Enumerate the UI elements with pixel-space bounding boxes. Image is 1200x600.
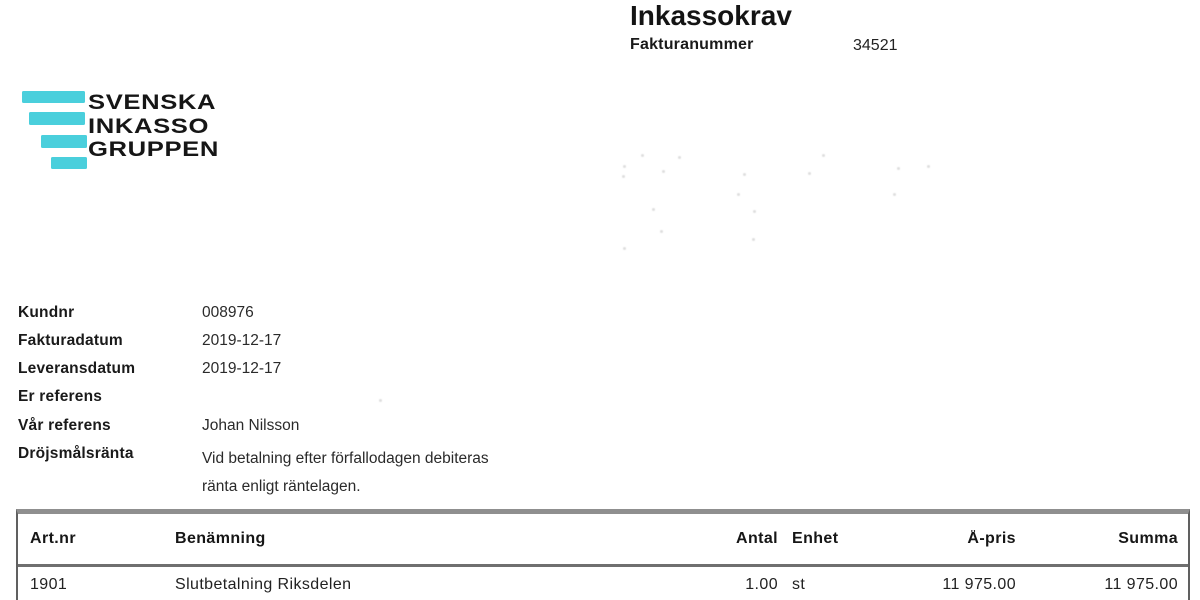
details-row	[18, 417, 299, 435]
logo-bar-icon	[51, 157, 87, 169]
details-row	[18, 445, 532, 502]
details-row	[18, 388, 202, 406]
details-label: Fakturadatum	[18, 332, 123, 349]
noise-speck	[897, 167, 900, 170]
invoice-number-label: Fakturanummer	[630, 36, 754, 53]
column-header-antal: Antal	[736, 530, 778, 547]
noise-speck	[753, 210, 756, 213]
details-label: Er referens	[18, 388, 103, 405]
details-label: Leveransdatum	[18, 360, 136, 377]
noise-speck	[623, 247, 626, 250]
details-value: 008976	[202, 304, 254, 321]
details-label: Kundnr	[18, 304, 75, 321]
logo-bar-icon	[22, 91, 85, 103]
logo-line: INKASSO	[88, 114, 210, 138]
column-header-artnr: Art.nr	[30, 530, 76, 547]
cell-apris: 11 975.00	[942, 576, 1016, 593]
noise-speck	[737, 193, 740, 196]
details-value-line: ränta enligt räntelagen.	[202, 478, 361, 496]
noise-speck	[662, 170, 665, 173]
table-header-row	[18, 514, 1188, 567]
noise-speck	[927, 165, 930, 168]
noise-speck	[652, 208, 655, 211]
details-label: Dröjsmålsränta	[18, 445, 134, 462]
details-value-line: Vid betalning efter förfallodagen debiteras	[202, 450, 489, 467]
noise-speck	[379, 399, 382, 402]
invoice-number-value: 34521	[853, 37, 898, 54]
noise-speck	[752, 238, 755, 241]
details-value: 2019-12-17	[202, 360, 282, 377]
noise-speck	[743, 173, 746, 176]
logo-bar-icon	[41, 135, 87, 148]
cell-summa: 11 975.00	[1104, 576, 1178, 593]
details-label: Vår referens	[18, 417, 111, 434]
noise-speck	[678, 156, 681, 159]
noise-speck	[808, 172, 811, 175]
table-row	[18, 567, 1188, 594]
cell-benamning: Slutbetalning Riksdelen	[175, 576, 352, 593]
details-row	[18, 360, 281, 378]
noise-speck	[660, 230, 663, 233]
details-value: 2019-12-17	[202, 332, 282, 349]
logo-wordmark	[88, 91, 219, 162]
noise-speck	[622, 175, 625, 178]
noise-speck	[623, 165, 626, 168]
line-items-table	[16, 509, 1190, 600]
details-value: Johan Nilsson	[202, 417, 300, 434]
logo-line: GRUPPEN	[88, 138, 219, 161]
cell-enhet: st	[792, 576, 806, 593]
column-header-enhet: Enhet	[792, 530, 839, 547]
column-header-benamning: Benämning	[175, 530, 266, 547]
cell-antal: 1.00	[745, 576, 778, 593]
column-header-apris: Å-pris	[967, 530, 1016, 547]
cell-artnr: 1901	[30, 576, 68, 593]
details-value	[202, 445, 532, 502]
noise-speck	[641, 154, 644, 157]
details-row	[18, 304, 254, 322]
logo-line: SVENSKA	[88, 91, 217, 114]
logo-bar-icon	[29, 112, 85, 125]
column-header-summa: Summa	[1118, 530, 1178, 547]
noise-speck	[893, 193, 896, 196]
noise-speck	[822, 154, 825, 157]
details-row	[18, 332, 281, 350]
page-title: Inkassokrav	[630, 0, 792, 31]
